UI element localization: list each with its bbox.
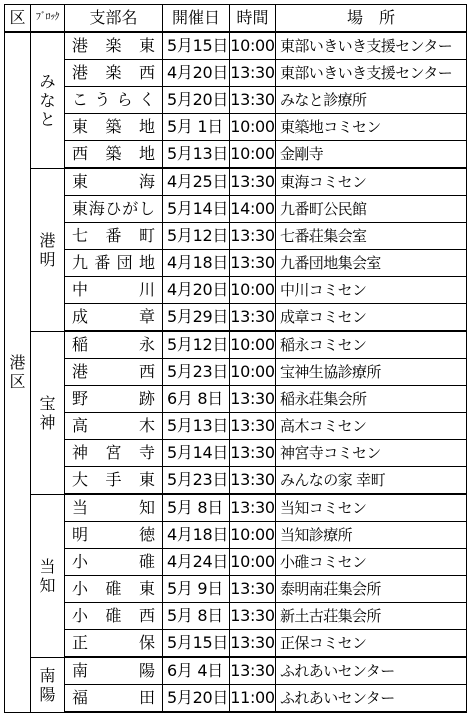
time-cell: 10:00 [230,277,276,304]
time-cell: 13:30 [230,250,276,277]
time-cell: 13:30 [230,168,276,196]
header-branch: 支部名 [65,5,163,33]
table-row [5,60,467,87]
branch-cell: 高木 [65,413,163,440]
branch-cell: 九番団地 [65,250,163,277]
table-row [5,223,467,250]
time-cell: 13:30 [230,657,276,685]
table-row [5,359,467,386]
date-cell: 5月20日 [163,87,230,114]
place-cell: 泰明南荘集会所 [276,576,467,603]
date-cell: 5月 9日 [163,576,230,603]
branch-cell: 中川 [65,277,163,304]
place-cell: 当知診療所 [276,522,467,549]
branch-cell: 正保 [65,630,163,658]
table-row [5,467,467,495]
table-row [5,630,467,658]
header-row [5,5,467,33]
table-row [5,576,467,603]
table-row [5,331,467,359]
place-cell: 神宮寺コミセン [276,440,467,467]
date-cell: 4月24日 [163,549,230,576]
branch-cell: 明徳 [65,522,163,549]
date-cell: 4月20日 [163,277,230,304]
branch-cell: 東海ひがし [65,196,163,223]
place-cell: 東海コミセン [276,168,467,196]
place-cell: 九番団地集会室 [276,250,467,277]
table-row [5,196,467,223]
table-row [5,32,467,60]
table-row [5,413,467,440]
place-cell: 東部いきいき支援センター [276,32,467,60]
time-cell: 11:00 [230,685,276,713]
header-place: 場 所 [276,5,467,33]
date-cell: 5月12日 [163,223,230,250]
date-cell: 5月12日 [163,331,230,359]
time-cell: 10:00 [230,114,276,141]
table-row [5,657,467,685]
place-cell: 中川コミセン [276,277,467,304]
table-row [5,685,467,713]
time-cell: 13:30 [230,413,276,440]
place-cell: みんなの家 幸町 [276,467,467,495]
table-row [5,168,467,196]
time-cell: 13:30 [230,87,276,114]
date-cell: 5月14日 [163,196,230,223]
date-cell: 5月 8日 [163,603,230,630]
time-cell: 14:00 [230,196,276,223]
place-cell: 高木コミセン [276,413,467,440]
place-cell: 稲永コミセン [276,331,467,359]
date-cell: 5月 8日 [163,494,230,522]
branch-cell: 成章 [65,304,163,332]
date-cell: 6月 8日 [163,386,230,413]
branch-cell: 大手東 [65,467,163,495]
place-cell: 東部いきいき支援センター [276,60,467,87]
time-cell: 13:30 [230,386,276,413]
table-row [5,549,467,576]
place-cell: 七番荘集会室 [276,223,467,250]
time-cell: 13:30 [230,440,276,467]
branch-cell: 港楽東 [65,32,163,60]
date-cell: 5月13日 [163,141,230,169]
place-cell: みなと診療所 [276,87,467,114]
place-cell: 当知コミセン [276,494,467,522]
header-ward: 区 [5,5,31,33]
date-cell: 5月29日 [163,304,230,332]
branch-cell: 七番町 [65,223,163,250]
time-cell: 13:30 [230,304,276,332]
block-cell: 南陽 [31,657,65,712]
block-cell: 港明 [31,168,65,331]
place-cell: ふれあいセンター [276,685,467,713]
header-date: 開催日 [163,5,230,33]
branch-cell: 野跡 [65,386,163,413]
date-cell: 5月14日 [163,440,230,467]
date-cell: 4月25日 [163,168,230,196]
table-header [5,5,467,33]
place-cell: 九番町公民館 [276,196,467,223]
table-row [5,114,467,141]
table-row [5,522,467,549]
branch-cell: 小碓 [65,549,163,576]
table-row [5,277,467,304]
branch-cell: 小碓西 [65,603,163,630]
table-row [5,494,467,522]
place-cell: 宝神生協診療所 [276,359,467,386]
place-cell: 金剛寺 [276,141,467,169]
date-cell: 6月 4日 [163,657,230,685]
block-cell: 宝神 [31,331,65,494]
schedule-sheet [4,4,466,713]
branch-cell: 西築地 [65,141,163,169]
date-cell: 5月 1日 [163,114,230,141]
place-cell: 成章コミセン [276,304,467,332]
date-cell: 5月15日 [163,630,230,658]
time-cell: 10:00 [230,359,276,386]
table-row [5,440,467,467]
time-cell: 13:30 [230,494,276,522]
date-cell: 5月23日 [163,467,230,495]
place-cell: 新土古荘集会所 [276,603,467,630]
place-cell: 小碓コミセン [276,549,467,576]
branch-cell: 南陽 [65,657,163,685]
time-cell: 10:00 [230,32,276,60]
schedule-table [4,4,467,713]
table-body [5,32,467,712]
branch-cell: 当知 [65,494,163,522]
header-time: 時間 [230,5,276,33]
place-cell: ふれあいセンター [276,657,467,685]
ward-cell: 港区 [5,32,31,712]
date-cell: 5月20日 [163,685,230,713]
date-cell: 4月18日 [163,250,230,277]
table-row [5,87,467,114]
branch-cell: 東海 [65,168,163,196]
time-cell: 13:30 [230,576,276,603]
date-cell: 5月23日 [163,359,230,386]
time-cell: 13:30 [230,630,276,658]
place-cell: 稲永荘集会所 [276,386,467,413]
table-row [5,386,467,413]
time-cell: 10:00 [230,522,276,549]
table-row [5,603,467,630]
branch-cell: 東築地 [65,114,163,141]
table-row [5,250,467,277]
branch-cell: 神宮寺 [65,440,163,467]
time-cell: 13:30 [230,60,276,87]
time-cell: 13:30 [230,223,276,250]
place-cell: 正保コミセン [276,630,467,658]
block-cell: みなと [31,32,65,168]
table-row [5,141,467,169]
branch-cell: 福田 [65,685,163,713]
branch-cell: 稲永 [65,331,163,359]
time-cell: 13:30 [230,603,276,630]
branch-cell: 港楽西 [65,60,163,87]
block-cell: 当知 [31,494,65,657]
date-cell: 4月20日 [163,60,230,87]
branch-cell: 小碓東 [65,576,163,603]
time-cell: 10:00 [230,141,276,169]
date-cell: 5月13日 [163,413,230,440]
date-cell: 5月15日 [163,32,230,60]
place-cell: 東築地コミセン [276,114,467,141]
table-row [5,304,467,332]
time-cell: 10:00 [230,331,276,359]
branch-cell: こうらく [65,87,163,114]
time-cell: 10:00 [230,549,276,576]
header-block: ﾌﾞﾛｯｸ [31,5,65,33]
date-cell: 4月18日 [163,522,230,549]
time-cell: 13:30 [230,467,276,495]
branch-cell: 港西 [65,359,163,386]
